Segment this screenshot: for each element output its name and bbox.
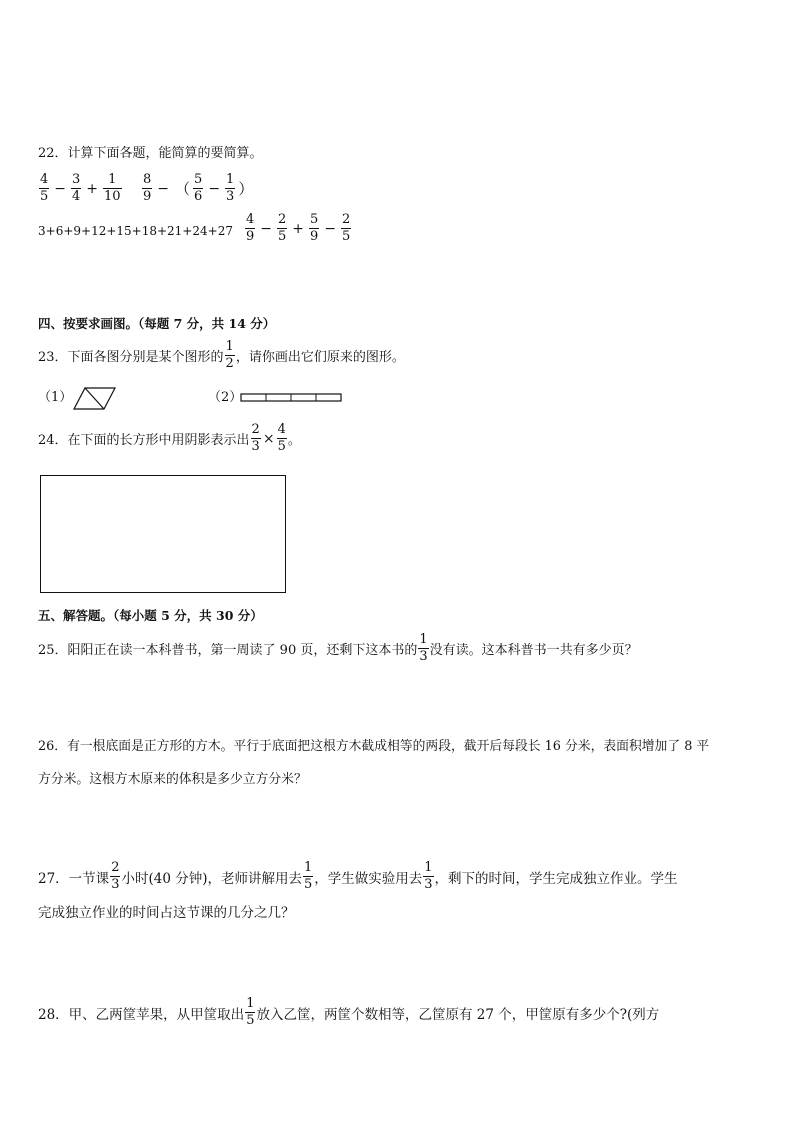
q27-line-1: 27．一节课 $\frac{2}{3}$ 小时(40 分钟)，老师讲解用去 $\frac{1}{5}$ ，学生做实验用去 $\frac{1}{3}$ ，剩下的时间，学生完成独立作业。学生 — [38, 860, 678, 892]
fraction: $\frac{1}{5}$ — [246, 996, 255, 1028]
half-shape-strip — [240, 392, 344, 404]
q22-title: 22．计算下面各题，能简算的要简算。 — [38, 146, 263, 161]
q22-expression-3: 3+6+9+12+15+18+21+24+27 — [38, 224, 233, 238]
fraction: $\frac{4}{5}$ — [277, 422, 286, 454]
fraction: $\frac{1}{10}$ — [104, 172, 121, 204]
q23-label-1: （1） — [38, 390, 73, 405]
q23-text: 23．下面各图分别是某个图形的 $\frac{1}{2}$ ，请你画出它们原来的图形。 — [38, 339, 405, 371]
fraction: $\frac{5}{9}$ — [310, 212, 319, 244]
q24-text: 24．在下面的长方形中用阴影表示出 $\frac{2}{3}$ × $\frac{4}{5}$ 。 — [38, 422, 301, 454]
fraction: $\frac{1}{5}$ — [303, 860, 313, 892]
fraction: $\frac{1}{3}$ — [226, 172, 235, 204]
q25-text: 25．阳阳正在读一本科普书，第一周读了 90 页，还剩下这本书的 $\frac{1}{3}$ 没有读。这本科普书一共有多少页？ — [38, 632, 638, 664]
fraction: $\frac{3}{4}$ — [72, 172, 81, 204]
fraction: $\frac{1}{2}$ — [225, 339, 234, 371]
q22-expression-1: $\frac{4}{5}$ − $\frac{3}{4}$ + $\frac{1}{10}$ — [40, 172, 121, 204]
fraction: $\frac{2}{5}$ — [278, 212, 287, 244]
fraction: $\frac{1}{3}$ — [419, 632, 428, 664]
q22-expression-4: $\frac{4}{9}$ − $\frac{2}{5}$ + $\frac{5}{9}$ − $\frac{2}{5}$ — [246, 212, 351, 244]
fraction: $\frac{4}{5}$ — [40, 172, 49, 204]
fraction: $\frac{5}{6}$ — [194, 172, 203, 204]
fraction: $\frac{8}{9}$ — [143, 172, 152, 204]
fraction: $\frac{2}{5}$ — [342, 212, 351, 244]
q23-label-2: （2） — [208, 390, 243, 405]
q28-text: 28．甲、乙两筐苹果，从甲筐取出 $\frac{1}{5}$ 放入乙筐，两筐个数相等，乙筐原有 27 个，甲筐原有多少个?(列方 — [38, 996, 660, 1028]
section-5-heading: 五、解答题。（每小题 5 分，共 30 分） — [38, 608, 263, 623]
fraction: $\frac{1}{3}$ — [424, 860, 433, 892]
fraction: $\frac{4}{9}$ — [246, 212, 255, 244]
q27-line-2: 完成独立作业的时间占这节课的几分之几？ — [38, 905, 295, 921]
q24-rectangle[interactable] — [40, 475, 286, 593]
section-4-heading: 四、按要求画图。（每题 7 分，共 14 分） — [38, 316, 276, 331]
q22-expression-2: $\frac{8}{9}$ − （ $\frac{5}{6}$ − $\frac{1}{3}$ ） — [143, 172, 254, 204]
fraction: $\frac{2}{3}$ — [251, 422, 260, 454]
q26-line-1: 26．有一根底面是正方形的方木。平行于底面把这根方木截成相等的两段，截开后每段长 16 分米，表面积增加了 8 平 — [38, 739, 710, 754]
q26-line-2: 方分米。这根方木原来的体积是多少立方分米？ — [38, 772, 307, 787]
half-shape-parallelogram — [72, 386, 118, 412]
fraction: $\frac{2}{3}$ — [111, 860, 120, 892]
